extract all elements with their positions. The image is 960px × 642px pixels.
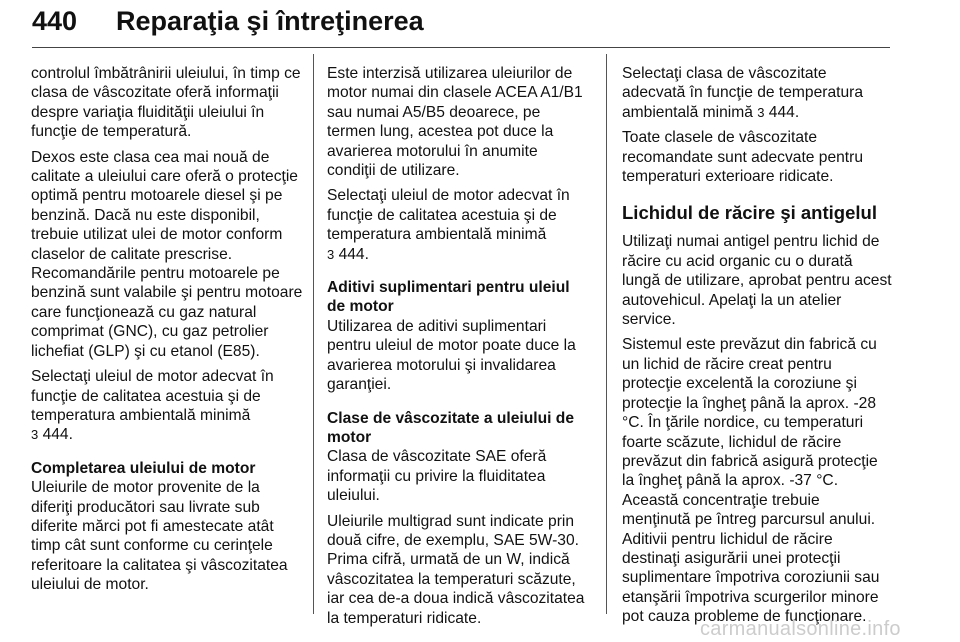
watermark: carmanualsonline.info (700, 618, 901, 640)
header-rule (32, 47, 890, 48)
column-divider-2 (606, 54, 607, 614)
paragraph: Este interzisă utilizarea uleiurilor de motor numai din clasele ACEA A1/B1 sau numai A5/B5 deoarece, pe termen lung, acestea pot duce la avarierea motorului în anumite condiţii de utilizare. (327, 65, 583, 180)
page-reference-link[interactable]: 444. (338, 245, 369, 263)
paragraph (622, 64, 892, 122)
paragraph: Uleiurile multigrad sunt indicate prin două cifre, de exemplu, SAE 5W-30. Prima cifră, urmată de un W, indică vâscozitatea la temperaturi scăzute, iar cea de-a doua indică vâscozitatea la temperaturi ridicate. (327, 512, 585, 627)
paragraph-text: Selectaţi uleiul de motor adecvat în funcţie de calitatea acestuia şi de temperatura ambientală minimă (31, 368, 274, 424)
paragraph (31, 367, 303, 445)
paragraph (327, 186, 589, 264)
paragraph: Utilizarea de aditivi suplimentari pentru uleiul de motor poate duce la avarierea motorului şi invalidarea garanţiei. (327, 317, 576, 394)
page-reference-arrow-icon: 3 (757, 104, 765, 120)
page-reference-arrow-icon: 3 (327, 246, 335, 262)
paragraph: Utilizaţi numai antigel pentru lichid de răcire cu acid organic cu o durată lungă de utilizare, aprobat pentru acest autovehicul. Apelaţi la un atelier service. (622, 233, 892, 329)
section-heading: Aditivi suplimentari pentru uleiul de motor (327, 279, 570, 316)
page-reference-arrow-icon: 3 (31, 427, 39, 443)
paragraph: Clasa de vâscozitate SAE oferă informaţii cu privire la fluiditatea uleiului. (327, 448, 547, 505)
section-heading: Clase de vâscozitate a uleiului de motor (327, 409, 574, 446)
paragraph: controlul îmbătrânirii uleiului, în timp ce clasa de vâscozitate oferă informaţii despre variaţia fluidităţii uleiului în funcţie de temperatură. (31, 65, 301, 141)
page-number: 440 (32, 6, 78, 36)
paragraph-text: Selectaţi uleiul de motor adecvat în funcţie de calitatea acestuia şi de temperatura ambientală minimă (327, 187, 570, 244)
page-title: Reparaţia şi întreţinerea (116, 6, 424, 36)
paragraph: Uleiurile de motor provenite de la diferiţi producători sau livrate sub diferite mărci pot fi amestecate atât timp cât sunt conforme cu cerinţele referitoare la calitatea şi vâscozitatea uleiului de motor. (31, 479, 288, 594)
column-divider-1 (313, 54, 314, 614)
paragraph: Sistemul este prevăzut din fabrică cu un lichid de răcire creat pentru protecţie excelentă la coroziune şi protecţie la îngheţ până la aprox. -28 °C. În ţările nordice, cu temperaturi foarte scăzute, lichidul de răcire prevăzut din fabrică asigură protecţie la îngheţ până la aprox. -37 °C. Această concentraţie trebuie menţinută pe întreg parcursul anului. Aditivii pentru lichidul de răcire destinaţi asigurării unei protecţii suplimentare împotriva coroziunii sau etanşării împotriva scurgerilor minore pot cauza probleme de funcţionare. (622, 336, 880, 626)
section-heading: Completarea uleiului de motor (31, 459, 256, 477)
paragraph: Dexos este clasa cea mai nouă de calitate a uleiului care oferă o protecţie optimă pentru motoarele diesel şi pe benzină. Dacă nu este disponibil, trebuie utilizat ulei de motor conform claselor de calitate prescrise. Recomandările pentru motoarele pe benzină sunt valabile şi pentru motoare care funcţionează cu gaz natural comprimat (GNC), cu gaz petrolier lichefiat (GLP) şi cu etanol (E85). (31, 148, 303, 360)
text-column-1 (31, 64, 303, 601)
paragraph: Toate clasele de vâscozitate recomandate sunt adecvate pentru temperaturi exterioare ridicate. (622, 129, 863, 186)
text-column-2 (327, 64, 589, 634)
paragraph-text: Selectaţi clasa de vâscozitate adecvată în funcţie de temperatura ambientală minimă (622, 65, 863, 121)
section-title: Lichidul de răcire şi antigelul (622, 202, 877, 224)
text-column-3 (622, 64, 892, 633)
page-header (32, 4, 890, 50)
page-reference-link[interactable]: 444. (42, 426, 73, 444)
page-reference-link[interactable]: 444. (768, 103, 800, 121)
